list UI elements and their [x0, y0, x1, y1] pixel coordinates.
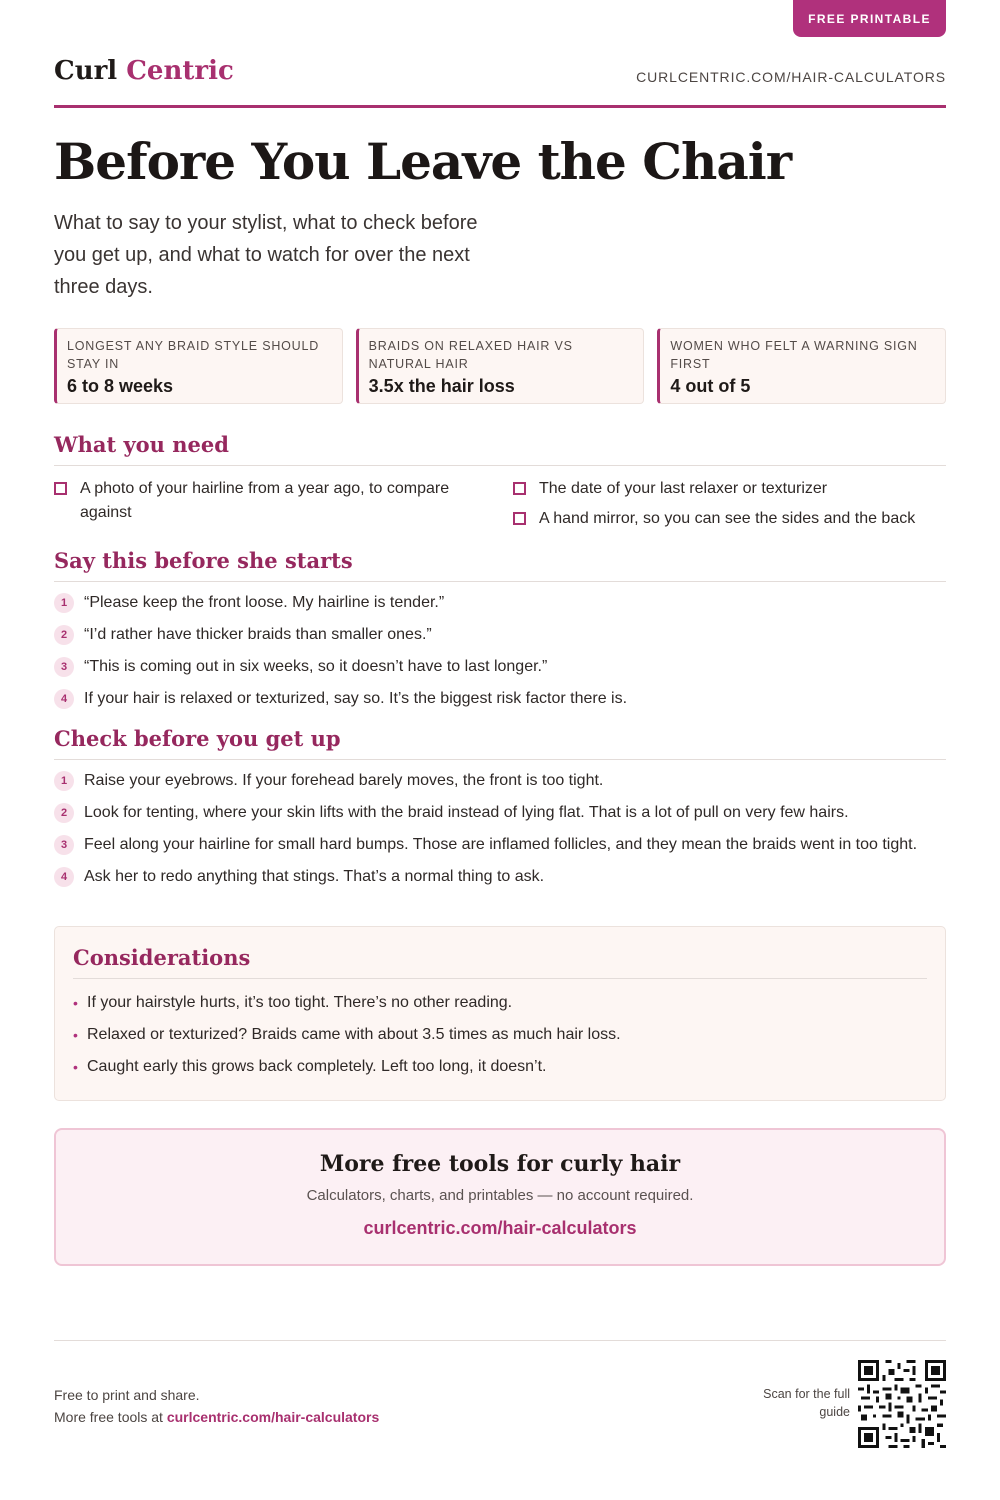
- checklist-item[interactable]: [513, 507, 946, 531]
- stat-value: 3.5x the hair loss: [368, 376, 515, 396]
- list-item: [54, 591, 946, 615]
- considerations-list: [73, 991, 927, 1079]
- say-this-list: [54, 591, 946, 719]
- page-title: Before You Leave the Chair: [54, 132, 792, 191]
- checklist-item[interactable]: [54, 477, 474, 525]
- what-you-need-heading: What you need: [54, 432, 946, 466]
- promo-link[interactable]: curlcentric.com/hair-calculators: [363, 1218, 637, 1238]
- step-number: 1: [54, 771, 74, 791]
- checkbox-icon[interactable]: [54, 482, 67, 495]
- promo-title: More free tools for curly hair: [319, 1151, 681, 1177]
- scan-caption: Scan for the full guide: [763, 1387, 850, 1419]
- list-item-text: Feel along your hairline for small hard bumps. Those are inflamed follicles, and they mean the braids went in too tight.: [84, 836, 918, 853]
- printable-page: [54, 0, 946, 1500]
- considerations-panel: [54, 926, 946, 1101]
- stat-card: [657, 328, 946, 404]
- list-item: [54, 801, 946, 825]
- list-item-text: Caught early this grows back completely. Left too long, it doesn’t.: [87, 1058, 547, 1075]
- step-number: 4: [54, 689, 74, 709]
- list-item: [54, 687, 946, 711]
- step-number: 3: [54, 657, 74, 677]
- logo-part-1: Curl: [54, 56, 118, 86]
- header-url[interactable]: CURLCENTRIC.COM/HAIR-CALCULATORS: [636, 69, 946, 85]
- list-item: [73, 1055, 927, 1079]
- footer-line-2: [54, 1406, 379, 1428]
- stat-value: 6 to 8 weeks: [67, 376, 174, 396]
- stat-card: [54, 328, 343, 404]
- footer-link[interactable]: curlcentric.com/hair-calculators: [166, 1409, 380, 1425]
- say-this-heading: Say this before she starts: [54, 548, 946, 582]
- checklist-item-text: The date of your last relaxer or texturizer: [539, 480, 828, 497]
- promo-box: [54, 1128, 946, 1266]
- check-heading: Check before you get up: [54, 726, 946, 760]
- stat-value: 4 out of 5: [670, 376, 751, 396]
- list-item-text: “Please keep the front loose. My hairline is tender.”: [84, 594, 445, 611]
- list-item-text: Raise your eyebrows. If your forehead barely moves, the front is too tight.: [84, 772, 604, 789]
- list-item-text: If your hair is relaxed or texturized, say so. It’s the biggest risk factor there is.: [84, 690, 628, 707]
- checklist-item[interactable]: [513, 477, 946, 501]
- list-item: [54, 623, 946, 647]
- footer-line-1: Free to print and share.: [54, 1387, 200, 1403]
- logo-part-2: Centric: [126, 56, 234, 86]
- list-item-text: Ask her to redo anything that stings. That’s a normal thing to ask.: [84, 868, 545, 885]
- stat-label: WOMEN WHO FELT A WARNING SIGN FIRST: [670, 339, 918, 371]
- list-item: [73, 1023, 927, 1047]
- stat-label: BRAIDS ON RELAXED HAIR VS NATURAL HAIR: [368, 339, 573, 371]
- footer: [54, 1340, 946, 1480]
- list-item-text: Relaxed or texturized? Braids came with about 3.5 times as much hair loss.: [87, 1026, 621, 1043]
- header: [54, 56, 946, 108]
- logo[interactable]: [54, 56, 234, 86]
- list-item-text: “This is coming out in six weeks, so it doesn’t have to last longer.”: [84, 658, 548, 675]
- list-item: [54, 833, 946, 857]
- checklist-item-text: A photo of your hairline from a year ago, to compare against: [80, 480, 450, 521]
- bullet-icon: •: [73, 1059, 78, 1075]
- step-number: 3: [54, 835, 74, 855]
- list-item: [54, 769, 946, 793]
- list-item: [73, 991, 927, 1015]
- bullet-icon: •: [73, 995, 78, 1011]
- list-item-text: Look for tenting, where your skin lifts with the braid instead of lying flat. That is a lot of pull on very few hairs.: [84, 804, 849, 821]
- stats-row: [54, 328, 946, 404]
- list-item-text: “I’d rather have thicker braids than smaller ones.”: [84, 626, 432, 643]
- checkbox-icon[interactable]: [513, 512, 526, 525]
- step-number: 4: [54, 867, 74, 887]
- free-printable-badge: FREE PRINTABLE: [793, 0, 946, 37]
- qr-code-icon[interactable]: [858, 1360, 946, 1448]
- check-list: [54, 769, 946, 897]
- step-number: 1: [54, 593, 74, 613]
- footer-text: [54, 1384, 379, 1428]
- bullet-icon: •: [73, 1027, 78, 1043]
- checkbox-icon[interactable]: [513, 482, 526, 495]
- footer-prefix: More free tools at: [54, 1409, 163, 1425]
- stat-card: [356, 328, 645, 404]
- list-item-text: If your hairstyle hurts, it’s too tight. There’s no other reading.: [87, 994, 513, 1011]
- step-number: 2: [54, 625, 74, 645]
- list-item: [54, 655, 946, 679]
- stat-label: LONGEST ANY BRAID STYLE SHOULD STAY IN: [67, 339, 320, 371]
- list-item: [54, 865, 946, 889]
- page-subtitle: What to say to your stylist, what to check before you get up, and what to watch for over the next three days.: [54, 212, 478, 298]
- promo-subtitle: Calculators, charts, and printables — no account required.: [306, 1187, 694, 1204]
- checklist-item-text: A hand mirror, so you can see the sides and the back: [539, 510, 916, 527]
- considerations-heading: Considerations: [73, 945, 927, 979]
- step-number: 2: [54, 803, 74, 823]
